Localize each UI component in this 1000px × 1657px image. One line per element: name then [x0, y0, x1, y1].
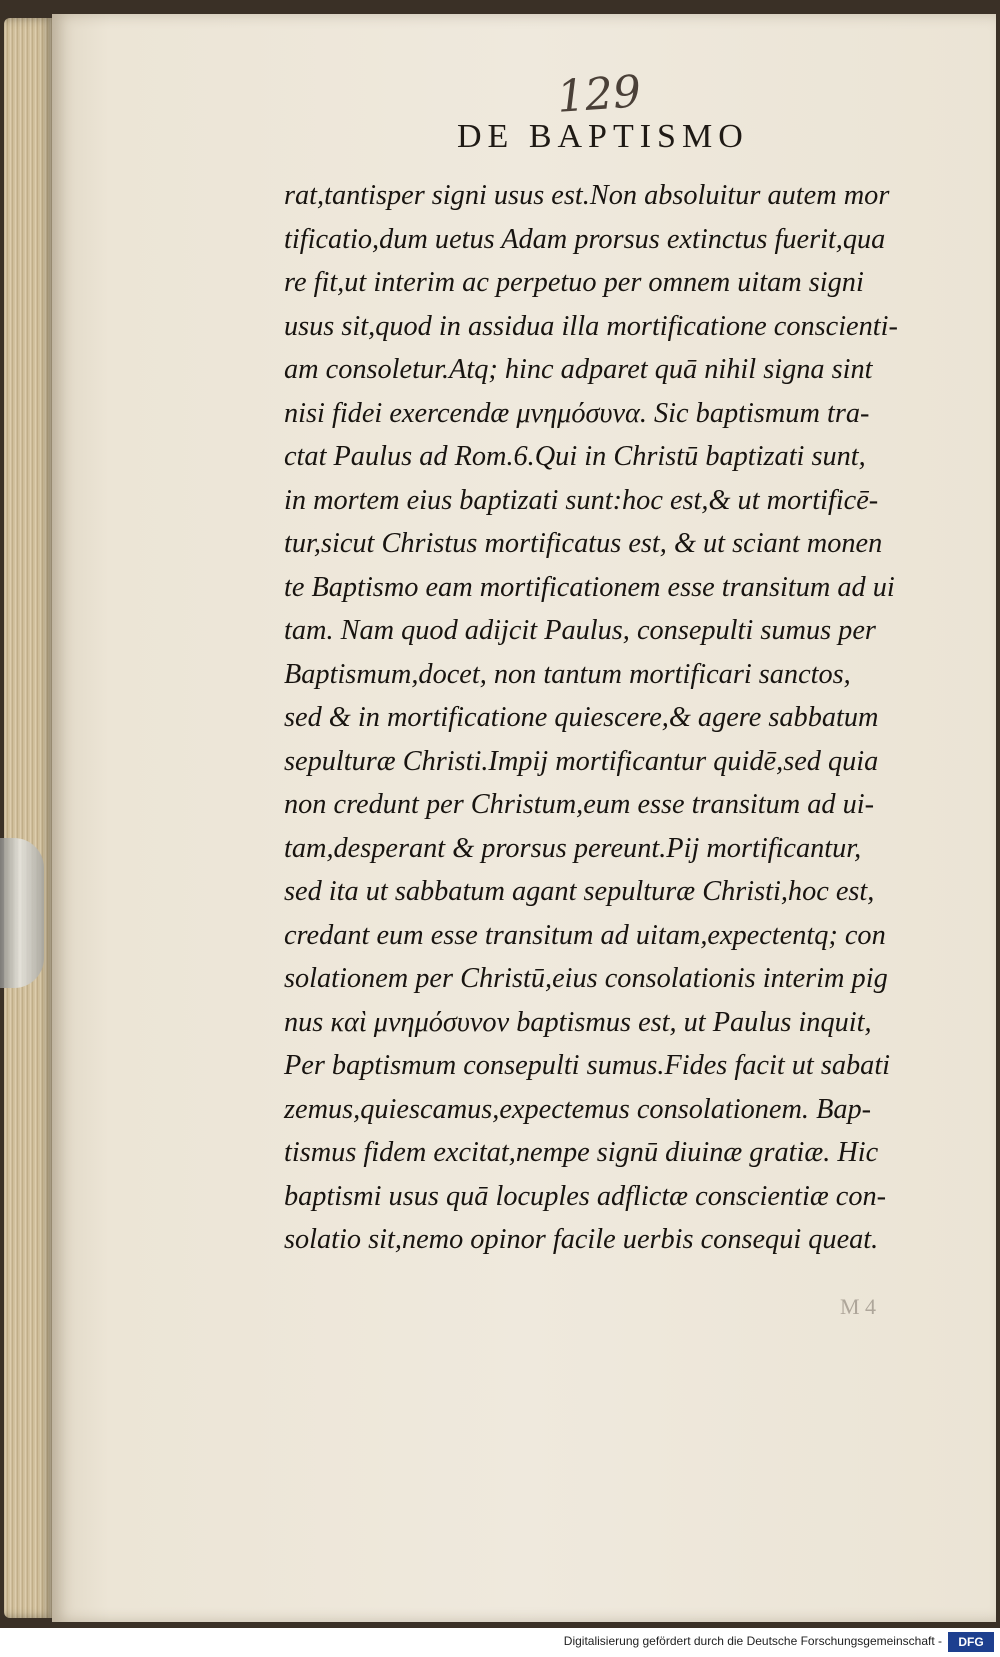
text-line: sed ita ut sabbatum agant sepulturæ Christi,hoc est,: [284, 876, 875, 907]
text-line: credant eum esse transitum ad uitam,expectentq; con: [284, 919, 886, 951]
text-line: tam. Nam quod adijcit Paulus, consepulti sumus per: [284, 615, 876, 646]
text-line: Baptismum,docet, non tantum mortificari sanctos,: [284, 658, 851, 690]
text-line: te Baptismo eam mortificationem esse transitum ad ui: [284, 571, 895, 603]
text-line: tismus fidem excitat,nempe signū diuinæ gratiæ. Hic: [284, 1137, 879, 1168]
text-line: rat,tantisper signi usus est.Non absoluitur autem mor: [284, 180, 890, 211]
folio-number: 129: [555, 66, 643, 123]
text-line: usus sit,quod in assidua illa mortificatione conscienti-: [284, 310, 898, 342]
text-line: baptismi usus quā locuples adflictæ conscientiæ con-: [284, 1180, 887, 1212]
text-line: tur,sicut Christus mortificatus est, & ut sciant monen: [284, 528, 883, 559]
text-line: sepulturæ Christi.Impij mortificantur quidē,sed quia: [284, 745, 879, 777]
running-head: DE BAPTISMO: [457, 118, 749, 155]
dfg-logo: DFG: [948, 1632, 994, 1652]
text-line: solationem per Christū,eius consolationis interim pig: [284, 963, 888, 994]
text-line: Per baptismum consepulti sumus.Fides facit ut sabati: [284, 1050, 891, 1081]
text-line: tificatio,dum uetus Adam prorsus extinctus fuerit,qua: [284, 223, 886, 255]
text-line: nisi fidei exercendæ μνημόσυνα. Sic baptismum tra-: [284, 397, 870, 429]
text-line: solatio sit,nemo opinor facile uerbis consequi queat.: [284, 1224, 879, 1255]
text-line: non credunt per Christum,eum esse transitum ad ui-: [284, 789, 875, 820]
page-edges: [4, 18, 54, 1618]
text-line: am consoletur.Atq; hinc adparet quā nihil signa sint: [284, 354, 873, 385]
page: [52, 14, 996, 1622]
text-line: in mortem eius baptizati sunt:hoc est,& ut mortificē-: [284, 484, 879, 516]
text-line: ctat Paulus ad Rom.6.Qui in Christū baptizati sunt,: [284, 441, 866, 472]
footer-bar: [0, 1628, 1000, 1657]
text-line: re fit,ut interim ac perpetuo per omnem uitam signi: [284, 267, 864, 298]
signature-mark: M 4: [840, 1294, 877, 1319]
text-line: nus καὶ μνημόσυνον baptismus est, ut Paulus inquit,: [284, 1006, 872, 1038]
text-line: sed & in mortificatione quiescere,& agere sabbatum: [284, 702, 879, 733]
body-text: [284, 174, 994, 1262]
text-line: zemus,quiescamus,expectemus consolationem. Bap-: [284, 1093, 872, 1125]
page-clip: [0, 838, 44, 988]
footer-credit: Digitalisierung gefördert durch die Deutsche Forschungsgemeinschaft -: [563, 1634, 942, 1648]
text-line: tam,desperant & prorsus pereunt.Pij mortificantur,: [284, 832, 862, 864]
